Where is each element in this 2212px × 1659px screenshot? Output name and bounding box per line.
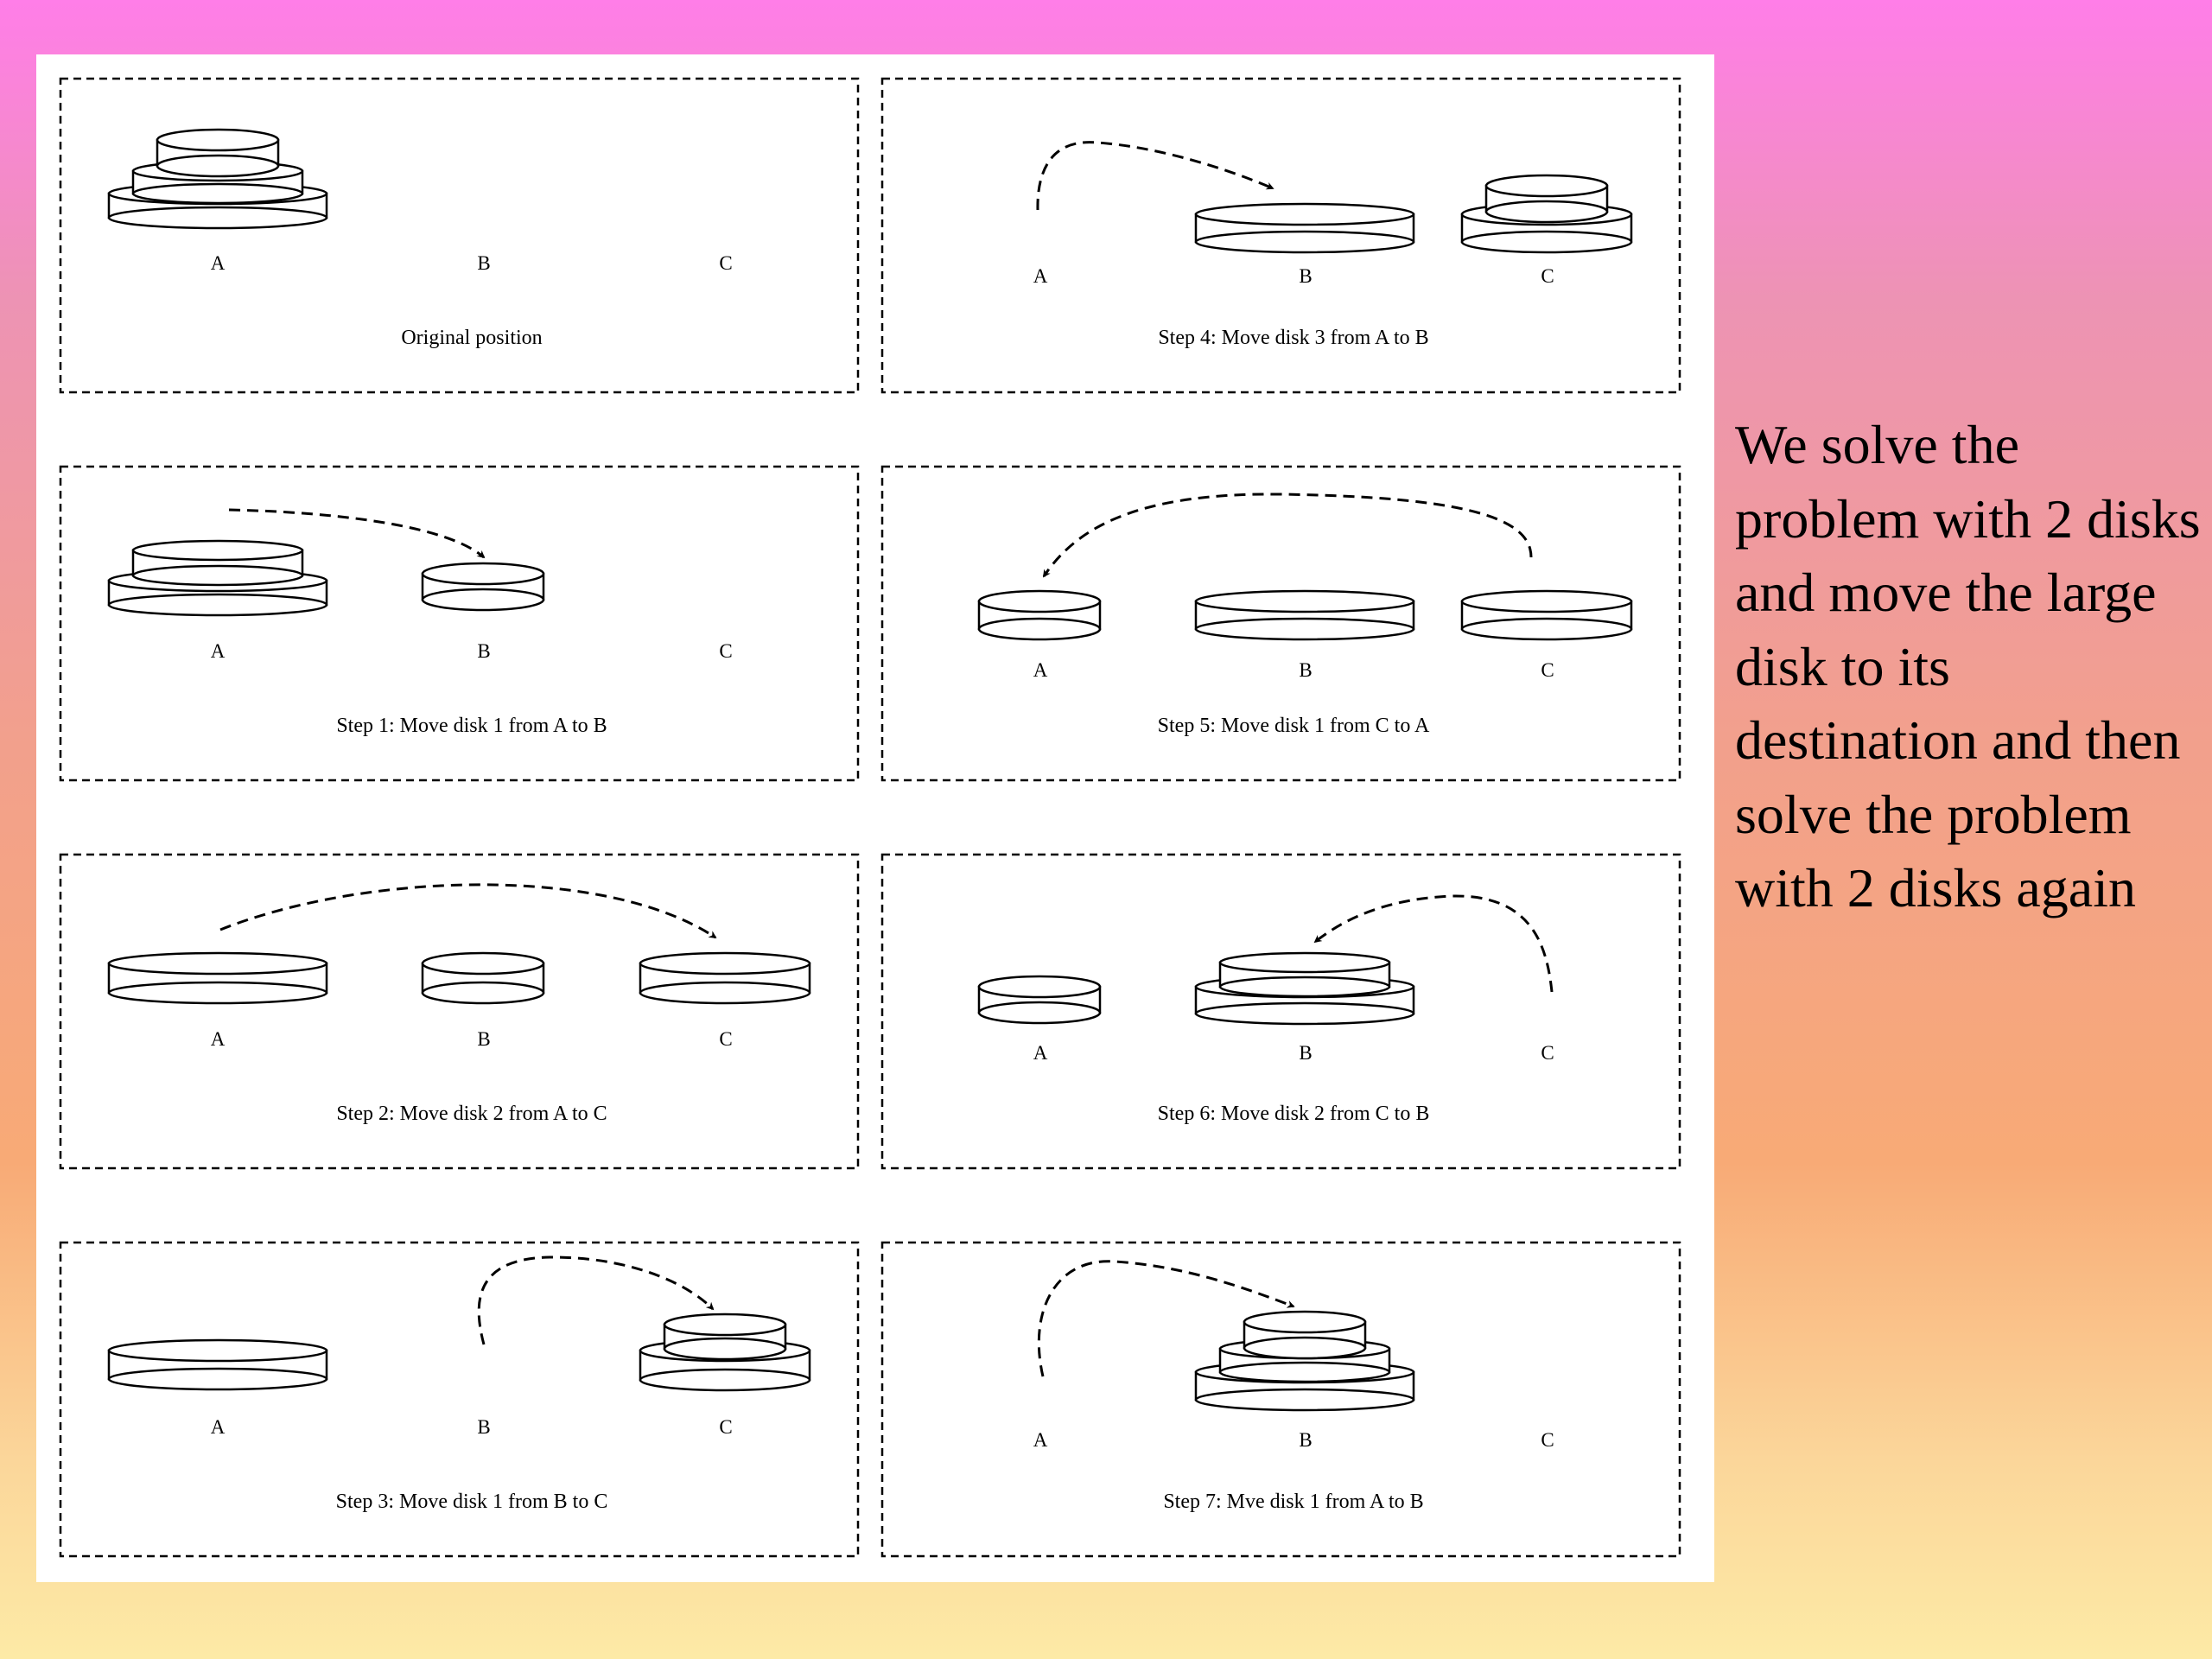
panel-caption: Step 5: Move disk 1 from C to A xyxy=(1157,715,1430,737)
peg-label-a: A xyxy=(1033,1429,1048,1451)
disk-3 xyxy=(109,953,327,1003)
peg-label-c: C xyxy=(719,1416,733,1438)
panel-step-7 xyxy=(882,1243,1680,1556)
peg-label-b: B xyxy=(477,252,491,274)
panel-step-1 xyxy=(60,467,858,780)
peg-label-a: A xyxy=(210,252,226,274)
panel-caption: Step 4: Move disk 3 from A to B xyxy=(1158,327,1429,349)
peg-label-c: C xyxy=(1541,265,1554,287)
disk-1 xyxy=(979,976,1100,1023)
panel-caption: Step 6: Move disk 2 from C to B xyxy=(1157,1103,1430,1125)
disk-1 xyxy=(664,1314,785,1359)
disk-1 xyxy=(157,130,278,176)
peg-label-c: C xyxy=(719,1028,733,1050)
panel-step-3 xyxy=(60,1243,858,1556)
panel-caption: Step 7: Mve disk 1 from A to B xyxy=(1163,1491,1424,1513)
disk-3 xyxy=(109,1340,327,1389)
peg-label-b: B xyxy=(477,640,491,662)
peg-label-a: A xyxy=(210,1028,226,1050)
disk-2 xyxy=(1462,591,1631,639)
peg-label-b: B xyxy=(477,1028,491,1050)
peg-label-a: A xyxy=(1033,659,1048,681)
panel-step-2 xyxy=(60,855,858,1168)
disk-3 xyxy=(1196,204,1414,252)
disk-1 xyxy=(423,563,543,610)
peg-label-c: C xyxy=(719,252,733,274)
panel-caption: Step 2: Move disk 2 from A to C xyxy=(336,1103,607,1125)
peg-label-b: B xyxy=(1299,1042,1313,1064)
peg-label-c: C xyxy=(1541,1042,1554,1064)
panel-original xyxy=(60,79,858,392)
disk-3 xyxy=(1196,591,1414,639)
peg-label-a: A xyxy=(1033,1042,1048,1064)
explanation-text: We solve the problem with 2 disks and move the large disk to its destination and then solve the problem with 2 disks again xyxy=(1735,414,2201,918)
disk-1 xyxy=(423,953,543,1003)
peg-label-c: C xyxy=(1541,1429,1554,1451)
move-arrow xyxy=(1044,494,1531,576)
move-arrow xyxy=(1038,143,1273,210)
panel-caption: Step 3: Move disk 1 from B to C xyxy=(335,1491,608,1513)
disk-2 xyxy=(1220,953,1389,996)
panel-caption: Step 1: Move disk 1 from A to B xyxy=(336,715,607,737)
peg-label-b: B xyxy=(1299,265,1313,287)
disk-1 xyxy=(1486,175,1607,222)
peg-label-a: A xyxy=(210,640,226,662)
peg-label-b: B xyxy=(1299,1429,1313,1451)
peg-label-b: B xyxy=(477,1416,491,1438)
peg-label-c: C xyxy=(719,640,733,662)
disk-1 xyxy=(1244,1312,1365,1358)
move-arrow xyxy=(220,885,715,938)
peg-label-a: A xyxy=(210,1416,226,1438)
panel-step-5 xyxy=(882,467,1680,780)
peg-label-a: A xyxy=(1033,265,1048,287)
panel-caption: Original position xyxy=(401,327,543,349)
peg-label-c: C xyxy=(1541,659,1554,681)
disk-1 xyxy=(979,591,1100,639)
panel-step-4 xyxy=(882,79,1680,392)
disk-2 xyxy=(640,953,810,1003)
peg-label-b: B xyxy=(1299,659,1313,681)
disk-2 xyxy=(133,541,302,585)
panel-step-6 xyxy=(882,855,1680,1168)
